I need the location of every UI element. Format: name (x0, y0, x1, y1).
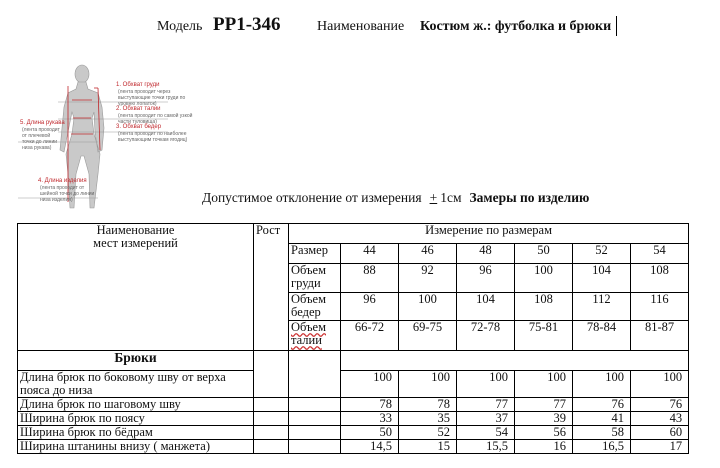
table-cell: 100 (573, 371, 631, 398)
row-label: Объем талии (289, 321, 341, 351)
table-cell: 58 (573, 426, 631, 440)
waist-note: (лента проходит по самой узкой части туловища) (118, 113, 193, 125)
table-cell: 112 (573, 293, 631, 321)
measurement-figure (18, 62, 196, 222)
table-cell: 88 (341, 264, 399, 293)
table-cell: 108 (631, 264, 689, 293)
table-cell: 77 (457, 398, 515, 412)
table-cell: 15,5 (457, 440, 515, 454)
table-cell: 100 (631, 371, 689, 398)
table-cell: 54 (457, 426, 515, 440)
table-header-row (18, 224, 689, 244)
hips-title: 3. Обхват бедер (116, 124, 162, 130)
table-row (18, 398, 689, 412)
table-cell: 96 (457, 264, 515, 293)
table-cell: 104 (457, 293, 515, 321)
table-cell: 108 (515, 293, 573, 321)
tolerance-text: Допустимое отклонение от измерения (202, 190, 422, 205)
table-cell: 56 (515, 426, 573, 440)
table-cell: 81-87 (631, 321, 689, 351)
table-cell: 33 (341, 412, 399, 426)
size-cell: 54 (631, 244, 689, 264)
chest-note: (лента проходит через выступающие точки груди по уровню лопаток) (118, 89, 186, 107)
table-cell: 116 (631, 293, 689, 321)
row-label: Ширина штанины внизу ( манжета) (18, 440, 254, 454)
model-value: РР1-346 (213, 14, 281, 35)
table-cell: 37 (457, 412, 515, 426)
table-cell: 60 (631, 426, 689, 440)
chest-title: 1. Обхват груди (116, 82, 160, 88)
table-row (18, 412, 689, 426)
table-cell: 41 (573, 412, 631, 426)
row-label: Длина брюк по боковому шву от верха пояса до низа (18, 371, 254, 398)
size-table (17, 223, 689, 454)
table-row (18, 440, 689, 454)
table-cell: 100 (341, 371, 399, 398)
table-cell: 77 (515, 398, 573, 412)
table-row (18, 426, 689, 440)
size-cell: 44 (341, 244, 399, 264)
height-column-header: Рост (254, 224, 289, 351)
table-cell: 69-75 (399, 321, 457, 351)
table-cell: 78-84 (573, 321, 631, 351)
table-cell: 72-78 (457, 321, 515, 351)
table-cell: 15 (399, 440, 457, 454)
length-title: 4. Длина изделия (38, 178, 87, 184)
name-value: Костюм ж.: футболка и брюки (420, 19, 612, 34)
table-cell: 100 (515, 371, 573, 398)
text-cursor (616, 16, 617, 36)
table-cell: 35 (399, 412, 457, 426)
table-cell: 100 (399, 371, 457, 398)
waist-title: 2. Обхват талии (116, 106, 161, 112)
table-cell: 96 (341, 293, 399, 321)
table-cell: 100 (515, 264, 573, 293)
row-label: Ширина брюк по бёдрам (18, 426, 254, 440)
table-cell: 17 (631, 440, 689, 454)
table-cell: 50 (341, 426, 399, 440)
size-cell: 50 (515, 244, 573, 264)
table-cell: 100 (399, 293, 457, 321)
section-row (18, 351, 689, 371)
row-label: Объем груди (289, 264, 341, 293)
table-cell: 14,5 (341, 440, 399, 454)
header (0, 14, 720, 38)
plus-minus-sign: + (429, 190, 438, 205)
hips-note: (лента проходит по наиболее выступающим точкам ягодиц) (118, 131, 188, 143)
table-cell: 52 (399, 426, 457, 440)
row-label: Длина брюк по шаговому шву (18, 398, 254, 412)
sizes-column-header: Измерение по размерам (289, 224, 689, 244)
table-cell: 39 (515, 412, 573, 426)
row-label: Ширина брюк по поясу (18, 412, 254, 426)
size-cell: 46 (399, 244, 457, 264)
size-cell: 52 (573, 244, 631, 264)
table-row (18, 371, 689, 390)
measure-note: Замеры по изделию (469, 190, 590, 205)
size-label: Размер (289, 244, 341, 264)
row-label: Объем бедер (289, 293, 341, 321)
model-label: Модель (157, 19, 203, 34)
table-cell: 16,5 (573, 440, 631, 454)
table-cell: 16 (515, 440, 573, 454)
sleeve-title: 5. Длина рукава (20, 120, 65, 126)
size-cell: 48 (457, 244, 515, 264)
table-cell: 76 (573, 398, 631, 412)
table-cell: 92 (399, 264, 457, 293)
sleeve-note: (лента проходит от плечевой точки до линии низа рукава) (22, 127, 60, 151)
tolerance-value: 1см (440, 190, 462, 205)
tolerance-line (202, 190, 589, 206)
table-cell: 78 (399, 398, 457, 412)
table-cell: 75-81 (515, 321, 573, 351)
table-cell: 76 (631, 398, 689, 412)
name-column-header: Наименование мест измерений (18, 224, 254, 351)
table-cell: 104 (573, 264, 631, 293)
length-note: (лента проходит от шейной точки до линии низа изделия) (40, 185, 95, 203)
table-cell: 66-72 (341, 321, 399, 351)
name-label: Наименование (317, 19, 405, 34)
table-cell: 100 (457, 371, 515, 398)
table-cell: 43 (631, 412, 689, 426)
section-title: Брюки (18, 351, 254, 371)
table-cell: 78 (341, 398, 399, 412)
